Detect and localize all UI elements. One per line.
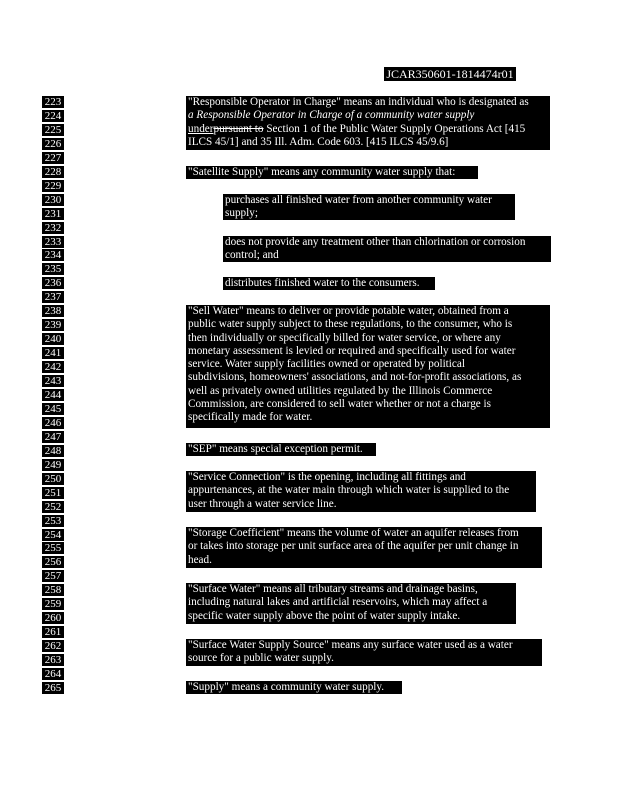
line-number: 265 [42,682,64,694]
text-line: specific water supply above the point of water supply intake. [188,609,461,622]
line-number: 251 [42,487,64,499]
line-number: 234 [42,249,64,261]
text-line: a Responsible Operator in Charge of a community water supply [188,109,475,122]
text-line: monetary assessment is levied or required and specifically used for water [188,344,516,357]
line-number: 262 [42,640,64,652]
line-number: 233 [42,236,64,248]
line-number: 236 [42,277,64,289]
text-line: appurtenances, at the water main through which water is supplied to the [188,484,510,497]
line-number: 224 [42,110,64,122]
text-line: control; and [225,249,279,262]
line-number: 225 [42,124,64,136]
text-line: "Responsible Operator in Charge" means an individual who is designated as [188,96,529,108]
line-number: 228 [42,166,64,178]
text-line: "Surface Water Supply Source" means any surface water used as a water [188,639,513,651]
text-line: distributes finished water to the consumers. [225,277,420,289]
line-number: 238 [42,305,64,317]
line-number: 229 [42,180,64,192]
text-line: "Service Connection" is the opening, including all fittings and [188,471,466,483]
line-number: 256 [42,556,64,568]
line-number: 239 [42,319,64,331]
line-number: 253 [42,515,64,527]
definition-sell-water [186,305,550,428]
text-line: user through a water service line. [188,497,337,510]
text-line: public water supply subject to these regulations, to the consumer, who is [188,318,513,331]
text-line: well as privately owned utilities regulated by the Illinois Commerce [188,384,493,397]
line-number: 255 [42,542,64,554]
line-number: 258 [42,584,64,596]
text-line: purchases all finished water from another community water [225,194,492,206]
line-number: 244 [42,389,64,401]
line-number: 241 [42,347,64,359]
text-line: "Sell Water" means to deliver or provide potable water, obtained from a [188,305,509,317]
text-line: head. [188,553,212,566]
text-line: does not provide any treatment other than chlorination or corrosion [225,236,526,248]
text-line: "Satellite Supply" means any community water supply that: [188,166,456,178]
line-number: 247 [42,431,64,443]
document-code: JCAR350601-1814474r01 [384,67,516,81]
text-line: "Supply" means a community water supply. [188,681,385,693]
text-line: including natural lakes and artificial reservoirs, which may affect a [188,596,488,609]
text-line: "Storage Coefficient" means the volume of water an aquifer releases from [188,527,519,539]
definition-surface-water-supply-source [186,639,542,666]
satellite-item-3 [223,277,435,290]
line-number: 252 [42,501,64,513]
text-line: then individually or specifically billed for water service, or where any [188,331,501,344]
text-line: "SEP" means special exception permit. [188,443,363,455]
definition-supply [186,681,402,694]
text-line [188,123,548,136]
line-number: 243 [42,375,64,387]
line-number: 260 [42,612,64,624]
text-line: or takes into storage per unit surface area of the aquifer per unit change in [188,540,519,553]
line-number: 245 [42,403,64,415]
text-line: source for a public water supply. [188,652,334,665]
line-number: 230 [42,194,64,206]
line-number: 259 [42,598,64,610]
text-line: subdivisions, homeowners' associations, and not-for-profit associations, as [188,371,522,384]
satellite-item-2 [223,236,551,262]
struck-text: pursuant to [213,122,264,135]
line-number: 250 [42,473,64,485]
line-number: 263 [42,654,64,666]
line-number: 261 [42,626,64,638]
satellite-item-1 [223,194,515,220]
line-number: 257 [42,570,64,582]
line-number: 242 [42,361,64,373]
definition-responsible-operator [186,96,550,150]
definition-service-connection [186,471,536,512]
line-number: 246 [42,417,64,429]
text-line: service. Water supply facilities owned or operated by political [188,358,465,371]
line-number: 232 [42,222,64,234]
line-number: 237 [42,291,64,303]
line-number: 226 [42,138,64,150]
line-number: 223 [42,96,64,108]
line-number: 227 [42,152,64,164]
line-number: 254 [42,529,64,541]
text-line: Commission, are considered to sell water whether or not a charge is [188,398,492,411]
line-number: 231 [42,208,64,220]
line-number: 264 [42,668,64,680]
definition-storage-coefficient [186,527,542,568]
inserted-text: under [188,122,214,135]
line-number: 235 [42,263,64,275]
text-line: "Surface Water" means all tributary streams and drainage basins, [188,583,478,595]
definition-satellite-supply [186,166,478,179]
line-number: 249 [42,459,64,471]
line-number: 248 [42,445,64,457]
line-number: 240 [42,333,64,345]
definition-sep [186,443,376,456]
text-line: supply; [225,207,258,220]
text-run: Section 1 of the Public Water Supply Operations Act [415 [263,122,526,135]
definition-surface-water [186,583,516,624]
text-line: specifically made for water. [188,411,313,424]
text-line: ILCS 45/1] and 35 Ill. Adm. Code 603. [415 ILCS 45/9.6] [188,135,449,148]
